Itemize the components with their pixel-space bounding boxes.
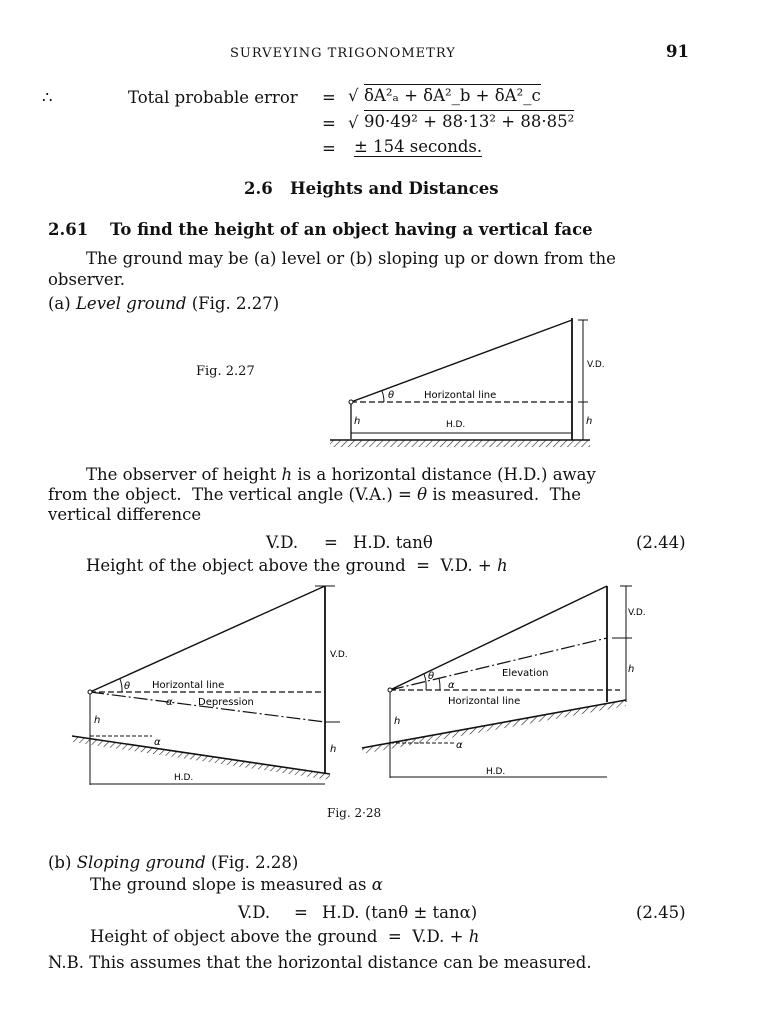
hd-label: H.D. (486, 767, 506, 777)
horizontal-line-label: Horizontal line (448, 696, 521, 707)
height-formula: Height of object above the ground = V.D. + h (90, 927, 480, 946)
alpha-ground-label: α (456, 740, 463, 751)
page-number: 91 (666, 42, 689, 61)
total-error-label: Total probable error (128, 88, 298, 107)
theta-label: θ (428, 671, 435, 682)
fig-2-28-right (362, 586, 646, 778)
sloping-ground (362, 700, 626, 748)
vd-label: V.D. (330, 650, 348, 660)
equation-number: (2.44) (636, 533, 686, 552)
theta-label: θ (124, 681, 131, 692)
equation-equals: = (324, 533, 338, 552)
item-a-heading: (a) Level ground (Fig. 2.27) (48, 294, 280, 313)
paragraph-line: from the object. The vertical angle (V.A.) = θ is measured. The (48, 485, 582, 504)
sqrt-symbol: √ (348, 86, 359, 105)
sloping-ground (72, 736, 330, 774)
subsection-number: 2.61 (48, 220, 89, 239)
alpha-label: α (448, 680, 455, 691)
horizontal-line-label: Horizontal line (152, 680, 225, 691)
equation-lhs: V.D. (266, 533, 299, 552)
equals-sign: = (322, 88, 336, 107)
sight-line (90, 586, 325, 692)
alpha-ground-label: α (154, 737, 161, 748)
running-header: SURVEYING TRIGONOMETRY (230, 46, 456, 61)
h-label: h (586, 416, 593, 427)
paragraph-line: observer. (48, 270, 126, 289)
theta-label: θ (388, 390, 395, 401)
alpha-label: α (166, 697, 173, 708)
sqrt-symbol: √ (348, 113, 359, 132)
figure-caption: Fig. 2·28 (327, 806, 382, 820)
sight-line (390, 586, 607, 690)
vd-label: V.D. (628, 608, 646, 618)
equation-rhs: H.D. tanθ (353, 533, 433, 552)
hd-label: H.D. (446, 420, 466, 430)
depression-label: Depression (198, 697, 254, 708)
hd-label: H.D. (174, 773, 194, 783)
paragraph-line: The observer of height h is a horizontal distance (H.D.) away (86, 465, 596, 484)
paragraph-line: The ground may be (a) level or (b) sloping up or down from the (86, 249, 616, 268)
figure-caption: Fig. 2.27 (196, 364, 255, 379)
error-result: ± 154 seconds. (354, 137, 483, 156)
error-numeric: 90·49² + 88·13² + 88·85² (364, 112, 575, 131)
equals-sign: = (322, 139, 336, 158)
height-formula: Height of the object above the ground = V.D. + h (86, 556, 508, 575)
figure-2-28 (60, 578, 660, 796)
ground-hatch (330, 440, 590, 447)
therefore-symbol: ∴ (42, 88, 53, 107)
h-label: h (354, 416, 361, 427)
equals-sign: = (322, 114, 336, 133)
equation-equals: = (294, 903, 308, 922)
fig-2-28-left (72, 586, 348, 785)
section-title: Heights and Distances (290, 179, 499, 198)
h-label: h (394, 716, 401, 727)
elevation-label: Elevation (502, 668, 549, 679)
elevation-line (390, 638, 607, 690)
h-label: h (330, 744, 337, 755)
equation-number: (2.45) (636, 903, 686, 922)
h-label: h (94, 715, 101, 726)
h-label: h (628, 664, 635, 675)
equation-rhs: H.D. (tanθ ± tanα) (322, 903, 478, 922)
horizontal-line-label: Horizontal line (424, 390, 497, 401)
section-number: 2.6 (244, 179, 273, 198)
error-formula: δA²ₐ + δA²_b + δA²_c (364, 86, 541, 105)
subsection-title: To find the height of an object having a vertical face (110, 220, 593, 239)
figure-2-27 (320, 312, 630, 457)
nota-bene: N.B. This assumes that the horizontal distance can be measured. (48, 953, 592, 972)
vd-label: V.D. (587, 360, 605, 370)
slope-hatch (72, 736, 330, 780)
item-b-heading: (b) Sloping ground (Fig. 2.28) (48, 853, 299, 872)
slope-hatch (362, 700, 626, 754)
paragraph-line: vertical difference (48, 505, 202, 524)
paragraph-line: The ground slope is measured as α (90, 875, 383, 894)
equation-lhs: V.D. (238, 903, 271, 922)
